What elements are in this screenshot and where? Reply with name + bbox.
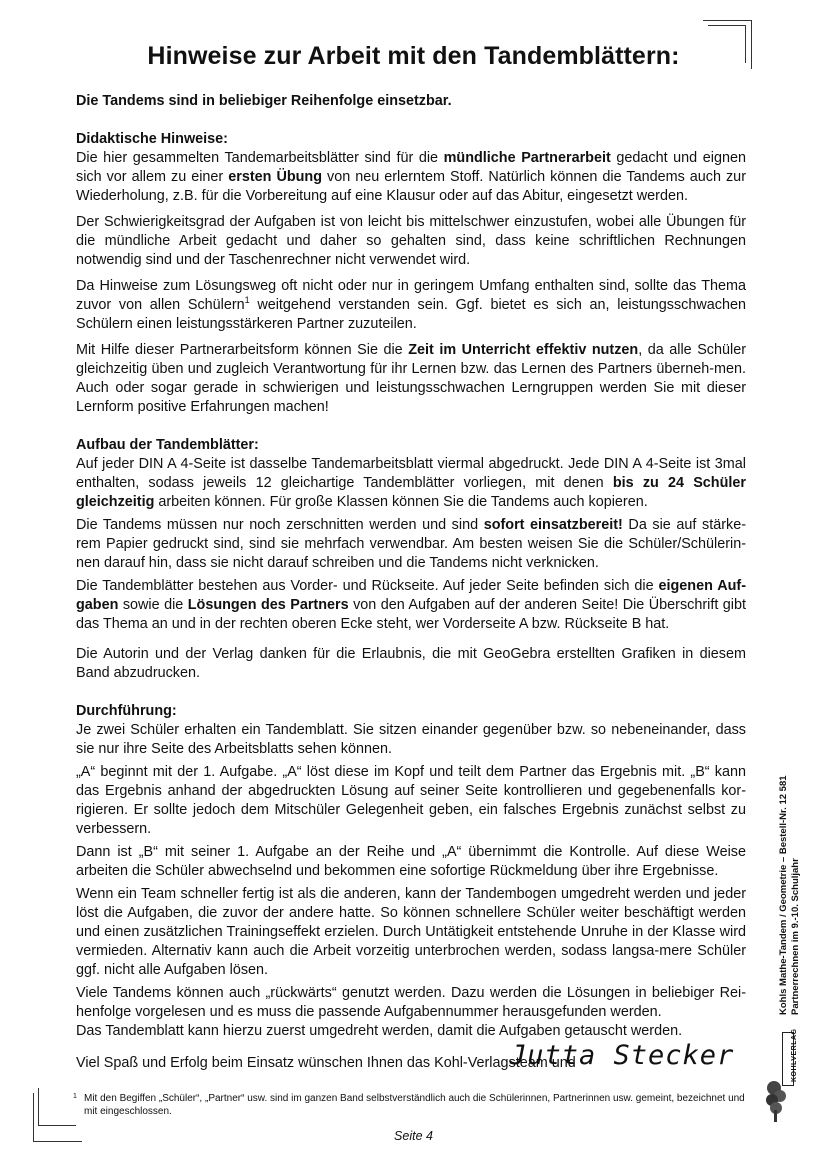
durchfuehrung-paragraph-2: „A“ beginnt mit der 1. Aufgabe. „A“ löst diese im Kopf und teilt dem Partner das Ergebnis mit. „B“ kann das Ergebnis anhand der abgedruckten Lösung auf seiner Seite kontrollieren und gegebenenfalls kor-rigieren. Er sollte jedoch dem Mitschüler Gelegenheit geben, ein falsches Ergebnis zunächst selbst zu verbessern. bbox=[76, 764, 746, 837]
didaktik-paragraph-1: Die hier gesammelten Tandemarbeitsblätter sind für die mündliche Partnerarbeit gedacht und eignen sich vor allem zu einer ersten Übung von neu erlerntem Stoff. Natürlich können die Tandems auch zur Wiederholung, z.B. für die Vorbereitung auf eine Klausur oder auf das Abitur, eingesetzt werden. bbox=[76, 150, 746, 204]
didaktik-paragraph-3: Da Hinweise zum Lösungsweg oft nicht oder nur in geringem Umfang enthalten sind, sollte das Thema zuvor von allen Schülern$^1$ weitgehend verstanden sein. Ggf. bietet es sich an, leistungsschwachen Schülern einen leistungsstärkeren Partner zuzuteilen. bbox=[76, 278, 746, 332]
footnote-mark: 1 bbox=[73, 1093, 77, 1100]
didaktik-paragraph-2: Der Schwierigkeitsgrad der Aufgaben ist von leicht bis mittelschwer einzustufen, wobei alle Übungen für die mündliche Arbeit gedacht und daher so gehalten sind, dass keine schriftlichen Rechnungen notwendig sind und der Taschenrechner nicht verwendet wird. bbox=[76, 214, 746, 268]
publisher-logo bbox=[764, 1020, 804, 1130]
durchfuehrung-paragraph-5: Viele Tandems können auch „rückwärts“ genutzt werden. Dazu werden die Lösungen in beliebiger Rei-henfolge vorgelesen und es muss die passende Aufgabennummer herausgefunden werden. bbox=[76, 985, 746, 1020]
author-signature: Jutta Stecker bbox=[510, 1040, 735, 1071]
didaktik-paragraph-4: Mit Hilfe dieser Partnerarbeitsform können Sie die Zeit im Unterricht effektiv nutzen, da alle Schüler gleichzeitig üben und zugleich Verantwortung für ihr Lernen bzw. das Lernen des Partners überneh-men. Auch oder sogar gerade in schwierigen und leistungsschwachen Lerngruppen werden Sie mit dieser Lernform positive Erfahrungen machen! bbox=[76, 342, 746, 415]
aufbau-paragraph-2: Die Tandems müssen nur noch zerschnitten werden und sind sofort einsatzbereit! Da sie auf stärke-rem Papier gedruckt sind, sind sie mehrfach verwendbar. Am besten weisen Sie die Schüler/Schülerin-nen darauf hin, dass sie nicht darauf schreiben und die Tandems nicht verknicken. bbox=[76, 517, 746, 571]
sidebar-line-1: Kohls Mathe-Tandem / Geometrie – Bestell-Nr. 12 581 bbox=[778, 775, 789, 1015]
section-heading-aufbau: Aufbau der Tandemblätter: bbox=[76, 437, 259, 453]
durchfuehrung-paragraph-4: Wenn ein Team schneller fertig ist als die anderen, kann der Tandembogen umgedreht werden und jeder löst die Aufgaben, die zuvor der andere hatte. So können schnellere Schüler weiter beschäftigt werden und einen zusätzlichen Trainingseffekt erzielen. Durch Untätigkeit entstehende Unruhe in der Klasse wird vermieden. Alternativ kann auch die Arbeit vorzeitig unterbrochen werden, sodass langsa-mere Schüler ggf. nicht alle Aufgaben lösen. bbox=[76, 886, 746, 978]
main-content bbox=[76, 92, 746, 1073]
page-number: Seite 4 bbox=[394, 1129, 433, 1143]
durchfuehrung-paragraph-1: Je zwei Schüler erhalten ein Tandemblatt. Sie sitzen einander gegenüber bzw. so nebeneinander, dass sie nur ihre Seite des Arbeitsblatts sehen können. bbox=[76, 722, 746, 757]
sidebar-line-2: Partnerrechnen im 9.-10. Schuljahr bbox=[790, 858, 801, 1015]
footnote-text: Mit den Begiffen „Schüler“, „Partner“ usw. sind im ganzen Band selbstverständlich auch die Schülerinnen, Partnerinnen usw. gemeint, bezeichnet und mit eingeschlossen. bbox=[84, 1093, 745, 1117]
corner-frame-bottom-left-inner bbox=[38, 1088, 76, 1126]
aufbau-paragraph-1: Auf jeder DIN A 4-Seite ist dasselbe Tandemarbeitsblatt viermal abgedruckt. Jede DIN A 4-Seite ist 3mal enthalten, sodass jeweils 12 gleichartige Tandemblätter vorliegen, mit denen bis zu 24 Schüler gleichzeitig arbeiten können. Für große Klassen können Sie die Tandems auch kopieren. bbox=[76, 456, 746, 510]
section-heading-didaktik: Didaktische Hinweise: bbox=[76, 131, 228, 147]
footnote-reference: 1 bbox=[244, 295, 250, 306]
footnote bbox=[73, 1092, 746, 1118]
durchfuehrung-paragraph-6: Das Tandemblatt kann hierzu zuerst umgedreht werden, damit die Aufgaben getauscht werden. bbox=[76, 1023, 683, 1039]
page-title: Hinweise zur Arbeit mit den Tandemblättern: bbox=[147, 42, 680, 70]
intro-text: Die Tandems sind in beliebiger Reihenfolge einsetzbar. bbox=[76, 93, 452, 109]
logo-wordmark: KOHLVERLAG bbox=[791, 1028, 798, 1082]
section-heading-durchfuehrung: Durchführung: bbox=[76, 703, 177, 719]
closing-text: Viel Spaß und Erfolg beim Einsatz wünschen Ihnen das Kohl-Verlagsteam und bbox=[76, 1055, 576, 1071]
aufbau-paragraph-3: Die Tandemblätter bestehen aus Vorder- und Rückseite. Auf jeder Seite befinden sich die eigenen Auf-gaben sowie die Lösungen des Partners von den Aufgaben auf der anderen Seite! Die Überschrift gibt das Thema an und in der rechten oberen Ecke steht, wer Vorderseite A bzw. Rückseite B hat. bbox=[76, 578, 746, 632]
aufbau-paragraph-4: Die Autorin und der Verlag danken für die Erlaubnis, die mit GeoGebra erstellten Grafiken in diesem Band abzudrucken. bbox=[76, 646, 746, 681]
durchfuehrung-paragraph-3: Dann ist „B“ mit seiner 1. Aufgabe an der Reihe und „A“ übernimmt die Kontrolle. Auf diese Weise arbeiten die Schüler abwechselnd und bekommen eine sofortige Rückmeldung über ihre Ergebnisse. bbox=[76, 844, 746, 879]
